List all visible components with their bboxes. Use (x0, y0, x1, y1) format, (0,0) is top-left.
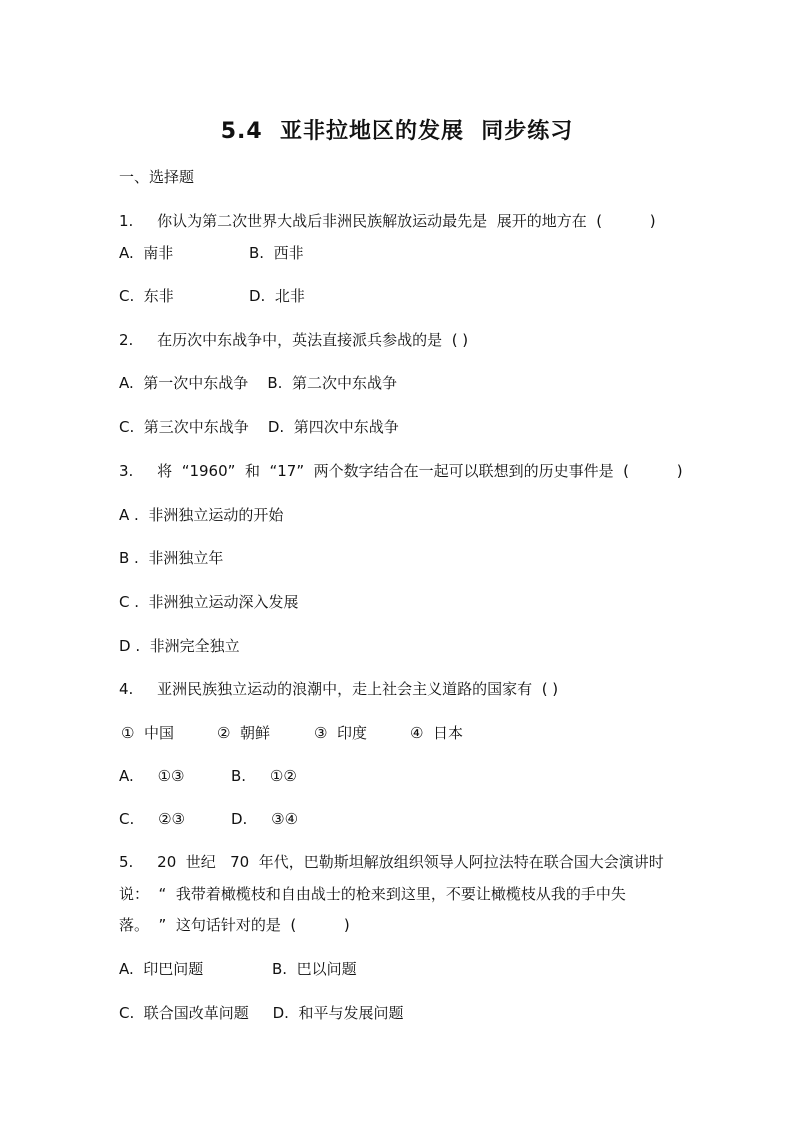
question-4-option-b: B. ①② (231, 767, 297, 785)
question-4-stem: 4. 亚洲民族独立运动的浪潮中，走上社会主义道路的国家有 ( ) (119, 680, 559, 698)
question-4-item-2: ② 朝鲜 (217, 724, 270, 742)
question-5-option-a: A. 印巴问题 (119, 960, 204, 978)
question-4-item-4: ④ 日本 (410, 724, 463, 742)
question-5-stem-line-2: 说： “ 我带着橄榄枝和自由战士的枪来到这里，不要让橄榄枝从我的手中失 (119, 885, 626, 903)
question-3-option-c: C . 非洲独立运动深入发展 (119, 593, 299, 611)
question-2-options-ab: A. 第一次中东战争 B. 第二次中东战争 (119, 374, 397, 392)
question-3-option-d: D . 非洲完全独立 (119, 637, 240, 655)
question-5-stem-line-3: 落。 ” 这句话针对的是 ( ) (119, 916, 350, 934)
question-4-option-d: D. ③④ (231, 810, 299, 828)
question-5-stem-line-1: 5. 20 世纪 70 年代，巴勒斯坦解放组织领导人阿拉法特在联合国大会演讲时 (119, 853, 664, 871)
page-title: 5.4 亚非拉地区的发展 同步练习 (220, 119, 574, 144)
question-1-option-b: B. 西非 (249, 244, 304, 262)
question-5-option-b: B. 巴以问题 (272, 960, 357, 978)
question-3-stem: 3. 将 “1960” 和 “17” 两个数字结合在一起可以联想到的历史事件是 ( ) (119, 462, 683, 480)
question-3-option-a: A . 非洲独立运动的开始 (119, 506, 284, 524)
question-1-option-c: C. 东非 (119, 287, 174, 305)
question-2-options-cd: C. 第三次中东战争 D. 第四次中东战争 (119, 418, 399, 436)
question-1-option-a: A. 南非 (119, 244, 174, 262)
question-2-stem: 2. 在历次中东战争中，英法直接派兵参战的是 ( ) (119, 331, 469, 349)
question-4-option-c: C. ②③ (119, 810, 185, 828)
question-4-item-1: ① 中国 (121, 724, 174, 742)
section-heading: 一、选择题 (119, 168, 195, 186)
question-1-stem: 1. 你认为第二次世界大战后非洲民族解放运动最先是 展开的地方在 ( ) (119, 212, 656, 230)
question-5-options-cd: C. 联合国改革问题 D. 和平与发展问题 (119, 1004, 404, 1022)
question-4-item-3: ③ 印度 (314, 724, 367, 742)
question-1-option-d: D. 北非 (249, 287, 305, 305)
question-4-option-a: A. ①③ (119, 767, 185, 785)
question-3-option-b: B . 非洲独立年 (119, 549, 224, 567)
